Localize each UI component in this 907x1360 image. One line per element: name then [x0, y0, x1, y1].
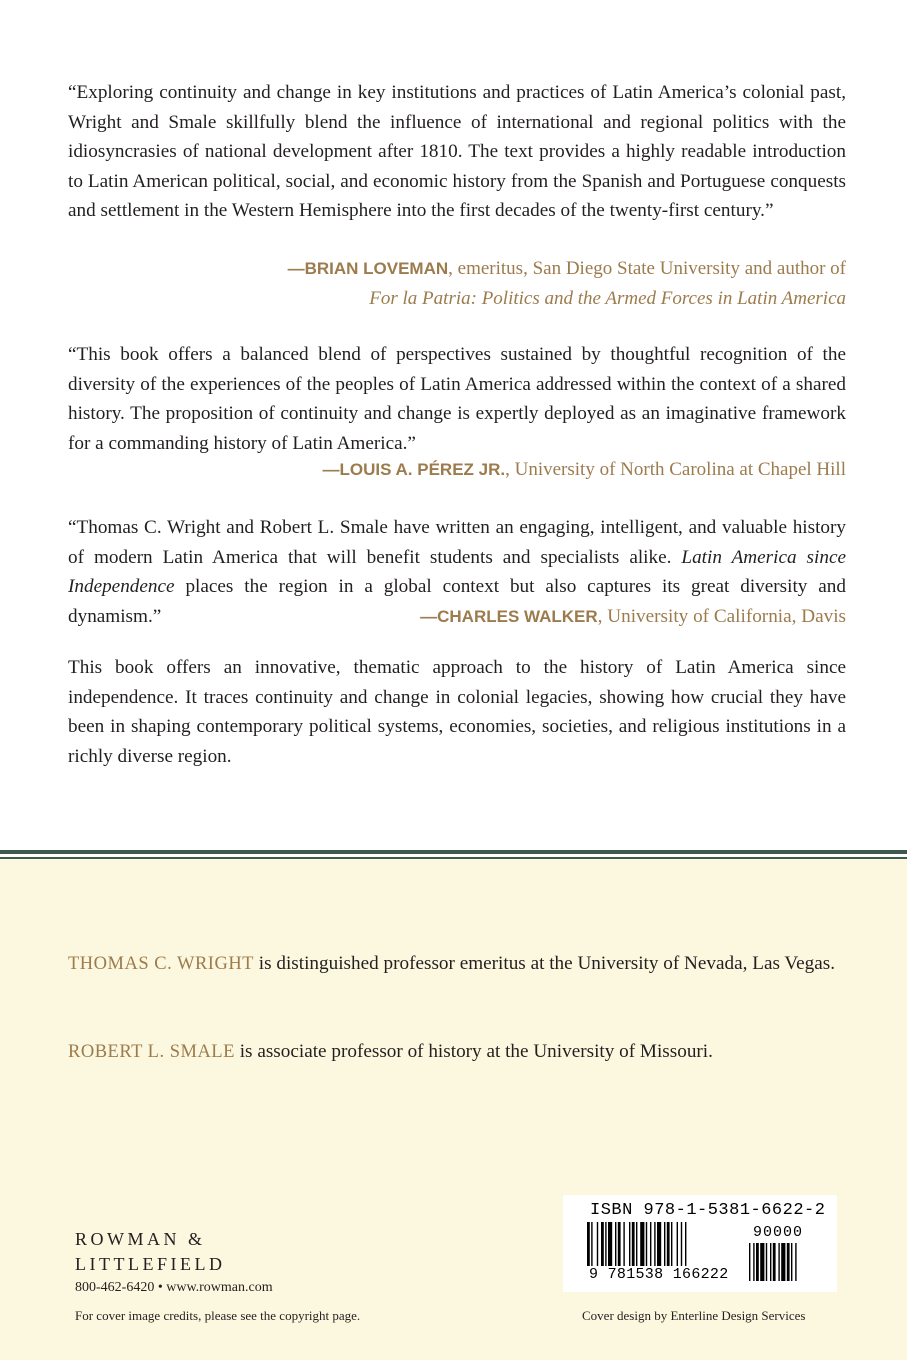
bio-smale — [68, 1037, 848, 1068]
publisher-name-line2: LITTLEFIELD — [75, 1254, 226, 1274]
bio-wright — [68, 949, 848, 980]
publisher-logo — [75, 1227, 225, 1277]
attribution-walker — [420, 602, 846, 632]
attribution-affiliation: , emeritus, San Diego State University and author of — [448, 258, 846, 279]
publisher-contact: 800-462-6420 • www.rowman.com — [75, 1280, 273, 1295]
quote-walker — [68, 513, 846, 631]
quote-book-title: Latin America since Independence — [68, 546, 846, 597]
quote-perez: “This book offers a balanced blend of perspectives sustained by thoughtful recognition of the diversity of the experiences of the peoples of Latin America addressed within the context of a shared history. The proposition of continuity and change is expertly deployed as an imaginative framework for a commanding history of Latin America.” — [68, 344, 846, 454]
quote-text: “Thomas C. Wright and Robert L. Smale have written an engaging, intelligent, and valuable history of modern Latin America that will benefit students and specialists alike. — [68, 517, 846, 568]
author-name: ROBERT L. SMALE — [68, 1042, 235, 1062]
author-name: THOMAS C. WRIGHT — [68, 954, 254, 974]
attribution-loveman — [288, 254, 846, 313]
barcode-addon: 90000 — [753, 1224, 804, 1241]
attribution-name: —BRIAN LOVEMAN — [287, 259, 449, 278]
isbn-barcode — [563, 1195, 837, 1292]
barcode-digits: 9 781538 166222 — [589, 1266, 729, 1283]
attribution-affiliation: , University of California, Davis — [597, 605, 846, 627]
quote-text: places the region in a global context but also captures its great diversity and dynamism.” — [68, 576, 846, 627]
attribution-affiliation: , University of North Carolina at Chapel Hill — [505, 459, 846, 480]
bio-text: is distinguished professor emeritus at the University of Nevada, Las Vegas. — [253, 953, 835, 974]
bio-text: is associate professor of history at the University of Missouri. — [234, 1041, 713, 1062]
cover-design-credit: Cover design by Enterline Design Services — [582, 1308, 806, 1323]
attribution-name: —CHARLES WALKER — [420, 606, 598, 626]
quote-loveman: “Exploring continuity and change in key institutions and practices of Latin America’s colonial past, Wright and Smale skillfully blend the influence of international and regional politics with the idiosyncrasies of national development after 1810. The text provides a highly readable introduction to Latin American political, social, and economic history from the Spanish and Portuguese conquests and settlement in the Western Hemisphere into the first decades of the twenty-first century.” — [68, 82, 846, 221]
divider-rule — [0, 850, 907, 854]
isbn-text: ISBN 978-1-5381-6622-2 — [590, 1201, 826, 1220]
book-description: This book offers an innovative, thematic approach to the history of Latin America since independence. It traces continuity and change in colonial legacies, showing how crucial they have been in shaping contemporary political systems, economies, societies, and religious institutions in a richly diverse region. — [68, 657, 846, 767]
attribution-name: —LOUIS A. PÉREZ JR. — [322, 460, 506, 479]
publisher-name-line1: ROWMAN & — [75, 1229, 206, 1249]
image-credits: For cover image credits, please see the copyright page. — [75, 1308, 361, 1323]
attribution-book-title: For la Patria: Politics and the Armed Forces in Latin America — [369, 287, 846, 309]
attribution-perez — [322, 455, 846, 485]
